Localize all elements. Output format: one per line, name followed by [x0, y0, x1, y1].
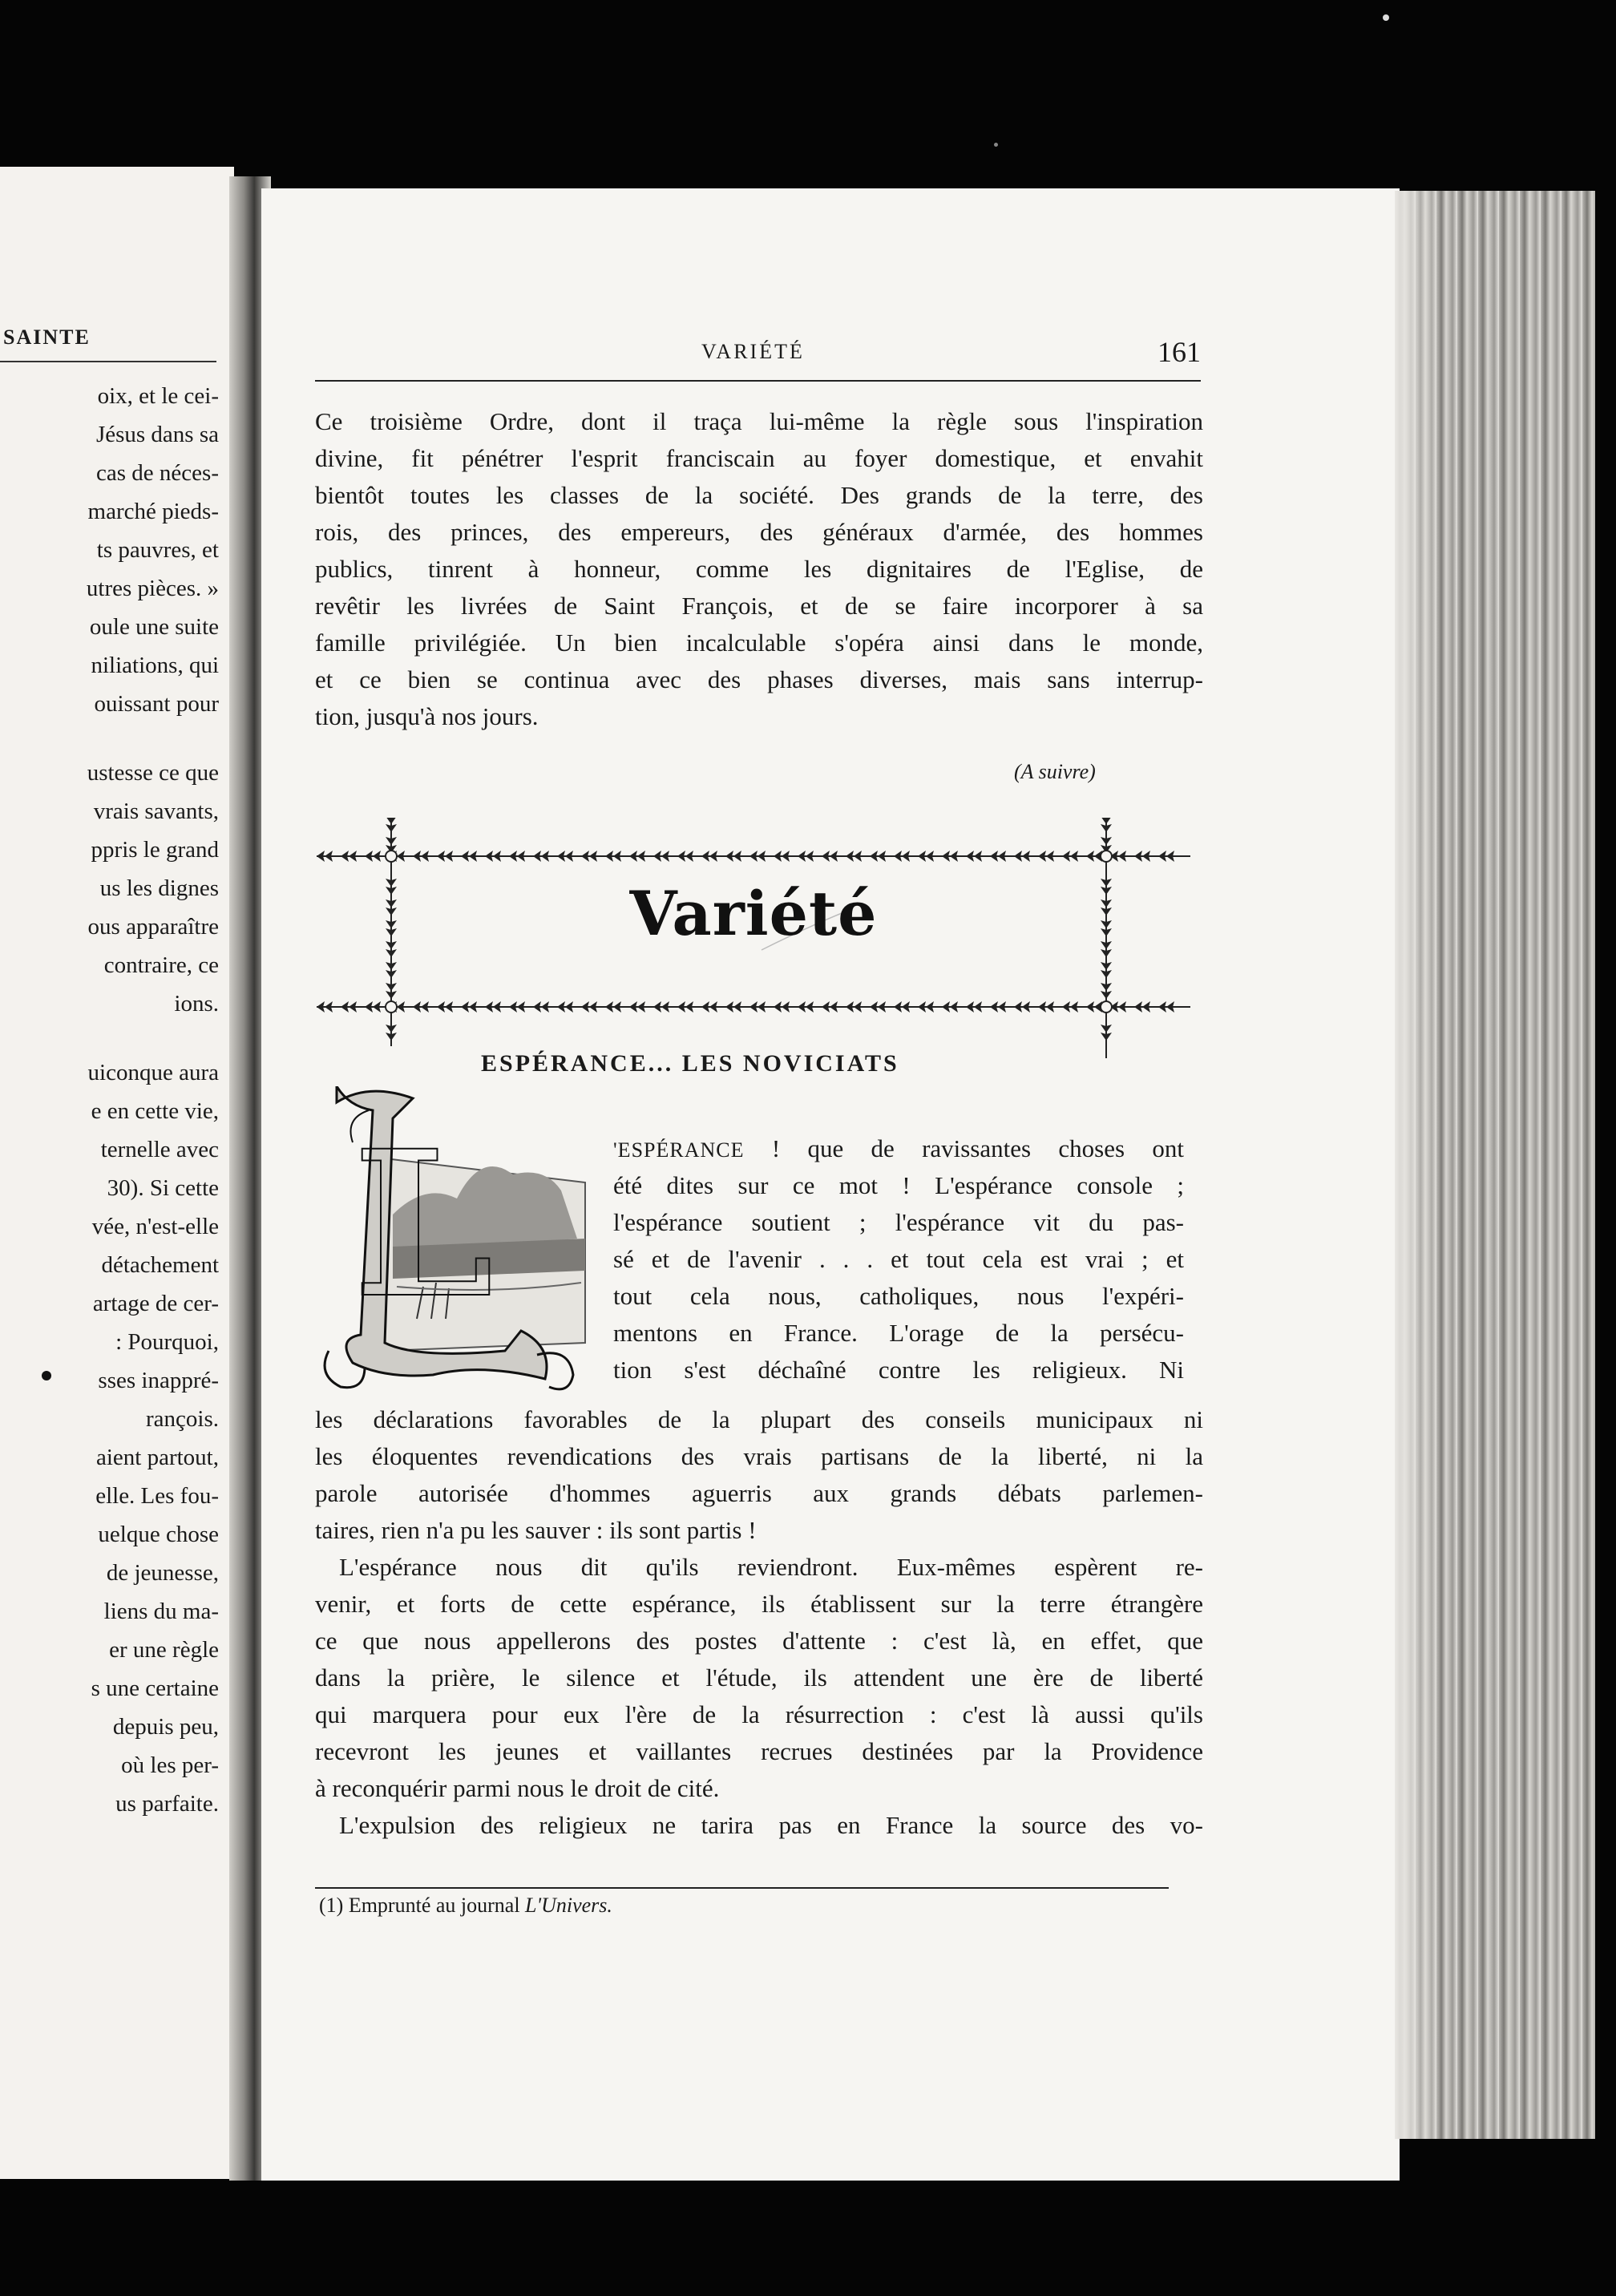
leaf-ornament [774, 851, 790, 862]
leaf-ornament [1134, 1001, 1150, 1013]
leaf-ornament [341, 851, 357, 862]
leaf-ornament [581, 851, 597, 862]
left-line: elle. Les fou- [95, 1483, 219, 1509]
leaf-ornament [966, 1001, 982, 1013]
left-line: ions. [174, 991, 219, 1017]
leaf-ornament [341, 1001, 357, 1013]
text-line: revêtir les livrées de Saint François, et de se faire incorporer à sa [315, 592, 1203, 620]
ornament-title: Variété [629, 878, 878, 949]
left-line: vée, n'est-elle [91, 1214, 219, 1239]
leaf-ornament [798, 851, 814, 862]
footnote [319, 1894, 612, 1918]
leaf-ornament [605, 1001, 621, 1013]
leaf-ornament [677, 1001, 693, 1013]
text-line: parole autorisée d'hommes aguerris aux grands débats parlemen- [315, 1479, 1203, 1507]
a-suivre-note: (A suivre) [1014, 760, 1096, 783]
left-running-head: SAINTE [3, 325, 91, 349]
leaf-ornament [1038, 851, 1054, 862]
section-title: ESPÉRANCE... LES NOVICIATS [481, 1050, 899, 1077]
opening-word: 'ESPÉRANCE [613, 1138, 745, 1162]
footnote-source: L'Univers. [525, 1894, 612, 1917]
leaf-ornament [485, 1001, 501, 1013]
body-text [315, 1401, 1203, 1844]
left-line: de jeunesse, [106, 1560, 219, 1586]
dust-speck [42, 1371, 51, 1380]
line-text: ! que de ravissantes choses ont [744, 1134, 1184, 1162]
left-line: ustesse ce que [87, 760, 219, 786]
leaf-ornament [870, 851, 886, 862]
leaf-ornament [822, 1001, 838, 1013]
left-line: us les dignes [99, 875, 219, 901]
header-rule [315, 380, 1201, 382]
leaf-ornament [533, 851, 549, 862]
leaf-ornament [437, 851, 453, 862]
left-line: depuis peu, [112, 1714, 219, 1740]
leaf-ornament [990, 851, 1006, 862]
text-line: publics, tinrent à honneur, comme les dignitaires de l'Eglise, de [315, 555, 1203, 583]
left-line-gap [0, 1023, 220, 1053]
leaf-ornament [846, 1001, 862, 1013]
leaf-ornament [1101, 1025, 1112, 1041]
leaf-ornament [653, 851, 669, 862]
text-line: taires, rien n'a pu les sauver : ils sont partis ! [315, 1516, 757, 1544]
text-line: dans la prière, le silence et l'étude, ils attendent une ère de liberté [315, 1663, 1203, 1692]
text-line: tion, jusqu'à nos jours. [315, 702, 539, 730]
text-line: Ce troisième Ordre, dont il traça lui-même la règle sous l'inspiration [315, 407, 1203, 435]
illustrated-drop-cap [321, 1086, 589, 1395]
dust-speck [994, 143, 998, 147]
text-line: divine, fit pénétrer l'esprit franciscain au foyer domestique, et envahit [315, 444, 1203, 472]
ornamental-frame [313, 818, 1194, 1062]
leaf-ornament [749, 851, 766, 862]
dropcap-column [613, 1130, 1184, 1389]
drop-cap-letter: L [353, 1106, 494, 1342]
footnote-rule [315, 1887, 1169, 1889]
leaf-ornament [1101, 962, 1112, 978]
leaf-ornament [1038, 1001, 1054, 1013]
text-line [613, 1130, 1184, 1167]
left-line: Jésus dans sa [95, 422, 219, 447]
left-line: ts pauvres, et [96, 537, 219, 563]
text-line: rois, des princes, des empereurs, des généraux d'armée, des hommes [315, 518, 1203, 546]
text-line: les déclarations favorables de la plupart des conseils municipaux ni [315, 1405, 1203, 1433]
page-number: 161 [1157, 336, 1201, 368]
leaf-ornament [413, 1001, 429, 1013]
left-page-text [0, 377, 220, 1823]
leaf-ornament [1158, 1001, 1174, 1013]
leaf-ornament [701, 1001, 717, 1013]
leaf-ornament [774, 1001, 790, 1013]
leaf-ornament [386, 983, 397, 999]
leaf-ornament [894, 851, 910, 862]
leaf-ornament [966, 851, 982, 862]
left-line: niliations, qui [91, 653, 219, 678]
left-line: aient partout, [95, 1445, 219, 1470]
left-line: liens du ma- [103, 1599, 219, 1624]
leaf-ornament [1158, 851, 1174, 862]
leaf-ornament [1014, 1001, 1030, 1013]
left-line: rançois. [146, 1406, 219, 1432]
left-line: er une règle [109, 1637, 219, 1663]
leaf-ornament [653, 1001, 669, 1013]
left-line: sses inappré- [98, 1368, 219, 1393]
footnote-text: Emprunté au journal [348, 1894, 520, 1917]
left-line: détachement [101, 1252, 219, 1278]
leaf-ornament [557, 1001, 573, 1013]
left-line: cas de néces- [96, 460, 219, 486]
leaf-ornament [605, 851, 621, 862]
leaf-ornament [918, 1001, 934, 1013]
left-line: vrais savants, [93, 798, 219, 824]
leaf-ornament [413, 851, 429, 862]
text-line: sé et de l'avenir . . . et tout cela est vrai ; et [613, 1245, 1184, 1273]
leaf-ornament [533, 1001, 549, 1013]
leaf-ornament [1101, 983, 1112, 999]
left-line: us parfaite. [115, 1791, 219, 1817]
leaf-ornament [798, 1001, 814, 1013]
page-block-edge [1395, 191, 1595, 2139]
text-line: tout cela nous, catholiques, nous l'expéri- [613, 1282, 1184, 1310]
leaf-ornament [990, 1001, 1006, 1013]
left-line: ous apparaître [87, 914, 219, 940]
leaf-ornament [509, 851, 525, 862]
left-line: oix, et le cei- [97, 383, 219, 409]
left-line: 30). Si cette [107, 1175, 219, 1201]
leaf-ornament [1134, 851, 1150, 862]
text-line: et ce bien se continua avec des phases diverses, mais sans interrup- [315, 665, 1203, 693]
left-line: artage de cer- [92, 1291, 219, 1316]
left-header-rule [0, 361, 216, 362]
leaf-ornament [1062, 851, 1078, 862]
leaf-ornament [509, 1001, 525, 1013]
text-line: L'espérance nous dit qu'ils reviendront. Eux-mêmes espèrent re- [339, 1553, 1203, 1581]
leaf-ornament [485, 851, 501, 862]
left-line: oule une suite [89, 614, 219, 640]
leaf-ornament [942, 1001, 958, 1013]
leaf-ornament [581, 1001, 597, 1013]
leaf-ornament [918, 851, 934, 862]
text-line: ce que nous appellerons des postes d'attente : c'est là, en effet, que [315, 1627, 1203, 1655]
drop-cap-illustration [321, 1086, 589, 1395]
text-line: L'expulsion des religieux ne tarira pas en France la source des vo- [339, 1811, 1203, 1839]
leaf-ornament [894, 1001, 910, 1013]
text-line: à reconquérir parmi nous le droit de cité. [315, 1774, 720, 1802]
leaf-ornament [317, 1001, 333, 1013]
leaf-ornament [749, 1001, 766, 1013]
running-title: VARIÉTÉ [701, 340, 805, 363]
leaf-ornament [846, 851, 862, 862]
footnote-marker: (1) [319, 1894, 344, 1917]
text-line: venir, et forts de cette espérance, ils établissent sur la terre étrangère [315, 1590, 1203, 1618]
leaf-ornament [942, 851, 958, 862]
leaf-ornament [557, 851, 573, 862]
left-line: ternelle avec [100, 1137, 219, 1162]
leaf-ornament [1014, 851, 1030, 862]
left-line: ouissant pour [94, 691, 219, 717]
text-line: famille privilégiée. Un bien incalculable s'opéra ainsi dans le monde, [315, 629, 1203, 657]
leaf-ornament [386, 962, 397, 978]
left-line: uelque chose [98, 1522, 219, 1547]
leaf-ornament [365, 1001, 381, 1013]
leaf-ornament [701, 851, 717, 862]
leaf-ornament [1062, 1001, 1078, 1013]
text-line: l'espérance soutient ; l'espérance vit du pas- [613, 1208, 1184, 1236]
leaf-ornament [725, 1001, 741, 1013]
left-line: marché pieds- [87, 499, 219, 524]
running-header [315, 333, 1201, 398]
left-line: contraire, ce [103, 952, 219, 978]
continued-paragraph [315, 403, 1203, 735]
left-line: uiconque aura [87, 1060, 219, 1085]
dust-speck [1383, 14, 1389, 21]
text-line: tion s'est déchaîné contre les religieux. Ni [613, 1356, 1184, 1384]
leaf-ornament [870, 1001, 886, 1013]
left-line: : Pourquoi, [115, 1329, 219, 1355]
left-page [0, 167, 234, 2179]
left-line: où les per- [121, 1752, 219, 1778]
left-line-gap [0, 723, 220, 754]
text-line: les éloquentes revendications des vrais partisans de la liberté, ni la [315, 1442, 1203, 1470]
leaf-ornament [629, 851, 645, 862]
leaf-ornament [386, 1025, 397, 1041]
text-line: mentons en France. L'orage de la persécu- [613, 1319, 1184, 1347]
leaf-ornament [461, 851, 477, 862]
text-line: qui marquera pour eux l'ère de la résurrection : c'est là aussi qu'ils [315, 1700, 1203, 1728]
leaf-ornament [677, 851, 693, 862]
text-line: été dites sur ce mot ! L'espérance console ; [613, 1171, 1184, 1199]
text-line: recevront les jeunes et vaillantes recrues destinées par la Providence [315, 1737, 1203, 1765]
left-line: utres pièces. » [86, 576, 219, 601]
leaf-ornament [629, 1001, 645, 1013]
left-line: e en cette vie, [91, 1098, 219, 1124]
leaf-ornament [461, 1001, 477, 1013]
left-line: s une certaine [91, 1676, 219, 1701]
left-line: ppris le grand [91, 837, 219, 863]
leaf-ornament [317, 851, 333, 862]
text-line: bientôt toutes les classes de la société. Des grands de la terre, des [315, 481, 1203, 509]
leaf-ornament [822, 851, 838, 862]
leaf-ornament [365, 851, 381, 862]
leaf-ornament [725, 851, 741, 862]
leaf-ornament [437, 1001, 453, 1013]
